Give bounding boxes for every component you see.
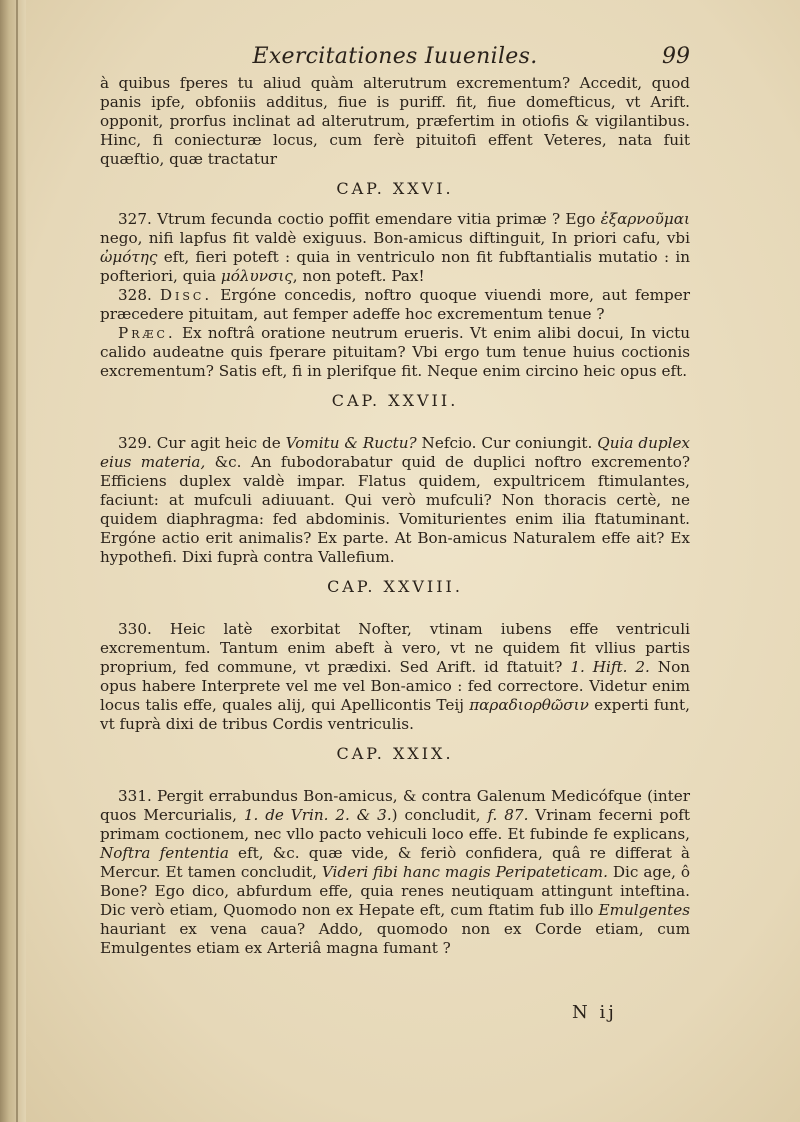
text-327d: , non poteft. Pax! [292, 267, 425, 285]
text-331e: Dic age, ô Bone? Ego dico, abfurdum effe, quia renes neutiquam attingunt inteftina. Dic verò etiam, Quomodo non ex Hepate eft, cum ftatim fub illo [100, 863, 691, 919]
speaker-disc: Disc. [159, 286, 213, 304]
speaker-praec: Præc. [118, 324, 176, 342]
italic-329-2: Quia duplex eius materia, [100, 434, 690, 471]
text-329b: Nefcio. Cur coniungit. [416, 434, 598, 452]
paragraph-328-reply [100, 324, 690, 381]
text-331c: Vrinam fecerni poft primam coctionem, nec vllo pacto vehiculi loco effe. Et fubinde fe explicans, [100, 806, 690, 843]
text-331a: 331. Pergit errabundus Bon-amicus, & contra Galenum Medicófque (inter quos Mercurialis, [100, 787, 690, 824]
chapter-heading-28: CAP. XXVIII. [327, 577, 463, 596]
paragraph-continuation: à quibus fperes tu aliud quàm alterutrum excrementum? Accedit, quod panis ipfe, obfoniis additus, fiue is puriff. fit, fiue domefticus, vt Arift. opponit, prorfus inclinat ad alterutrum, præfertim in otiofis & vigilantibus. Hinc, fi coniecturæ locus, cum ferè pituitofi effent Veteres, nata fuit quæftio, quæ tractatur [100, 74, 690, 168]
running-title: Exercitationes Iuueniles. [252, 44, 538, 69]
text-329c: &c. An fubodorabatur quid de duplici noftro excremento? Efficiens duplex valdè impar. Flatus quidem, expultricem ftimulantes, faciunt: at mufculi adiuuant. Qui verò mufculi? Non thoracis certè, ne quidem diaphragma: fed abdominis. Vomiturientes enim ilia ftatuminant. Ergóne actio erit animalis? Ex parte. At Bon-amicus Naturalem effe ait? Ex hypothefi. Dixi fuprà contra Vallefium. [100, 453, 690, 566]
paragraph-328 [100, 286, 690, 324]
text-331d: eft, &c. quæ vide, & feriò confidera, quâ re differat à Mercur. Et tamen concludit, [100, 844, 690, 881]
text-327c: eft, fieri poteft : quia in ventriculo non fit fubftantialis mutatio : in pofteriori, quia [100, 248, 690, 285]
chapter-heading-26: CAP. XXVI. [336, 179, 454, 198]
italic-331-1: 1. de Vrin. 2. & 3. [243, 806, 392, 824]
text-329a: 329. Cur agit heic de [118, 434, 286, 452]
signature-mark: N ij [572, 1002, 617, 1023]
paragraph-327 [100, 210, 690, 286]
text-331f: hauriant ex vena caua? Addo, quomodo non ex Corde etiam, cum Emulgentes etiam ex Arteriâ magna fumant ? [100, 920, 690, 957]
text-327a: 327. Vtrum fecunda coctio poffit emendare vitia primæ ? Ego [118, 210, 601, 228]
italic-331-4: Videri fibi hanc magis Peripateticam. [321, 863, 608, 881]
page-number: 99 [662, 44, 690, 69]
text-330a: 330. Heic latè exorbitat Nofter, vtinam iubens effe ventriculi excrementum. Tantum enim abeft à vero, vt ne quidem fit vllius partis proprium, fed commune, vt prædixi. Sed Arift. id ftatuit? [100, 620, 690, 676]
text-328b: Ergóne concedis, noftro quoque viuendi more, aut femper præcedere pituitam, aut femper adeffe hoc excrementum tenue ? [100, 286, 690, 323]
text-330c: experti funt, vt fuprà dixi de tribus Cordis ventriculis. [100, 696, 690, 733]
paragraph-330 [100, 620, 690, 734]
italic-331-2: f. 87. [487, 806, 529, 824]
greek-word-4: παραδιορθῶσιν [469, 696, 589, 714]
paragraph-331 [100, 787, 690, 958]
italic-331-5: Emulgentes [598, 901, 690, 919]
body-text [100, 74, 690, 958]
text-330b: Non opus habere Interprete vel me vel Bon-amico : fed correctore. Videtur enim locus talis effe, quales alij, qui Apellicontis Teij [100, 658, 691, 714]
greek-word-2: ὠμότης [100, 248, 158, 266]
greek-word-3: μόλυνσις [220, 267, 293, 285]
gutter-line [16, 0, 18, 1122]
italic-330: 1. Hift. 2. [570, 658, 650, 676]
page-header [100, 40, 690, 74]
text-327b: nego, nifi lapfus fit valdè exiguus. Bon-amicus diftinguit, In priori cafu, vbi [100, 229, 690, 247]
text-331b: ) concludit, [391, 806, 488, 824]
paragraph-329 [100, 434, 690, 567]
text-328a: 328. [118, 286, 160, 304]
chapter-heading-27: CAP. XXVII. [331, 391, 459, 410]
greek-word-1: ἐξαρνοῦμαι [600, 210, 690, 228]
chapter-heading-29: CAP. XXIX. [336, 744, 454, 763]
italic-331-3: Noftra fententia [100, 844, 229, 862]
page-gutter [0, 0, 26, 1122]
text-328c: Ex noftrâ oratione neutrum erueris. Vt enim alibi docui, In victu calido audeatne quis fperare pituitam? Vbi ergo tum tenue huius coctionis excrementum? Satis eft, fi in plerifque fit. Neque enim circino heic opus eft. [100, 324, 690, 380]
italic-329-1: Vomitu & Ructu? [285, 434, 417, 452]
